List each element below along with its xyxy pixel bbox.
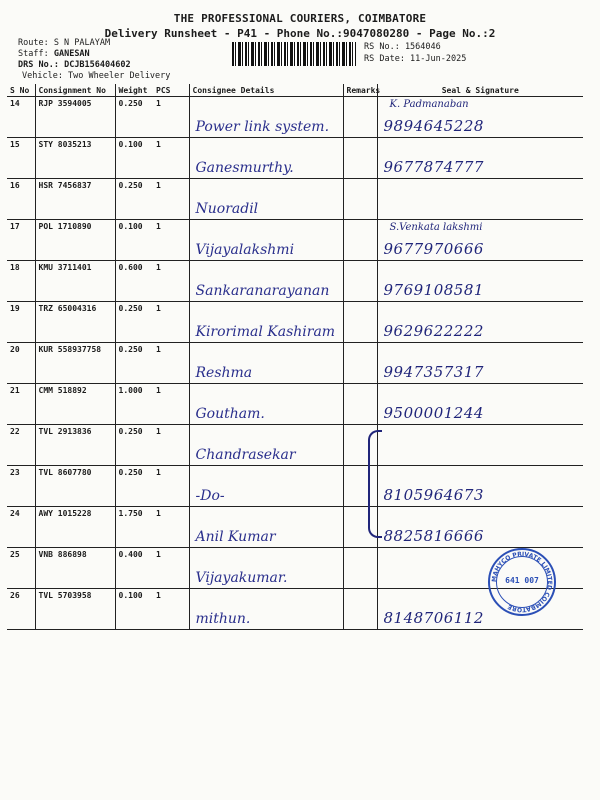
row-seal-signature — [377, 261, 583, 302]
table-row — [7, 507, 583, 548]
row-consignee-cell — [189, 466, 343, 507]
row-consignee-cell — [189, 343, 343, 384]
row-consignee-cell — [189, 507, 343, 548]
row-pcs: 1 — [153, 466, 189, 507]
row-remarks — [343, 589, 377, 630]
row-sno: 14 — [7, 97, 35, 138]
row-seal-phone: 9947357317 — [383, 363, 484, 381]
row-seal-signature — [377, 425, 583, 466]
row-consignee-cell — [189, 548, 343, 589]
row-consignee: Nuoradil — [195, 201, 259, 217]
row-consignee-cell — [189, 384, 343, 425]
row-weight: 0.250 — [115, 425, 153, 466]
col-pcs: PCS — [153, 84, 189, 97]
row-consignee: Vijayalakshmi — [195, 242, 295, 258]
bracket-mark — [368, 430, 382, 538]
row-seal-phone: 9500001244 — [383, 404, 484, 422]
row-consignment: CMM 518892 — [35, 384, 115, 425]
row-consignee: Chandrasekar — [195, 447, 296, 463]
col-remarks: Remarks — [343, 84, 377, 97]
header-row — [7, 84, 583, 97]
row-consignee-cell — [189, 589, 343, 630]
row-consignment: TVL 2913836 — [35, 425, 115, 466]
row-consignee-cell — [189, 179, 343, 220]
row-consignee-cell — [189, 261, 343, 302]
row-consignee: Ganesmurthy. — [195, 160, 294, 176]
row-sno: 26 — [7, 589, 35, 630]
row-seal-signature — [377, 343, 583, 384]
staff-value: GANESAN — [53, 49, 90, 59]
row-remarks — [343, 384, 377, 425]
row-seal-signature — [377, 384, 583, 425]
rs-date: RS Date: 11-Jun-2025 — [364, 54, 467, 64]
row-pcs: 1 — [153, 507, 189, 548]
row-consignment: TVL 5703958 — [35, 589, 115, 630]
table-row — [7, 384, 583, 425]
row-consignee-cell — [189, 302, 343, 343]
row-sno: 17 — [7, 220, 35, 261]
row-weight: 0.100 — [115, 220, 153, 261]
company-title: THE PROFESSIONAL COURIERS, COIMBATORE — [173, 12, 427, 25]
row-consignee: Power link system. — [195, 119, 330, 135]
row-pcs: 1 — [153, 302, 189, 343]
row-weight: 0.100 — [115, 589, 153, 630]
row-consignment: VNB 886898 — [35, 548, 115, 589]
vehicle-text: Vehicle: Two Wheeler Delivery — [22, 71, 171, 81]
row-remarks — [343, 138, 377, 179]
table-row — [7, 261, 583, 302]
row-sno: 21 — [7, 384, 35, 425]
seal-number: 641 007 — [505, 576, 539, 585]
row-remarks — [343, 343, 377, 384]
table-row — [7, 343, 583, 384]
row-consignee-cell — [189, 425, 343, 466]
row-consignment: KMU 3711401 — [35, 261, 115, 302]
row-seal-phone: 9677874777 — [383, 158, 484, 176]
row-seal-phone: 8105964673 — [383, 486, 484, 504]
row-pcs: 1 — [153, 548, 189, 589]
row-seal-signature — [377, 220, 583, 261]
row-consignee: Kirorimal Kashiram — [195, 324, 336, 340]
row-pcs: 1 — [153, 343, 189, 384]
row-remarks — [343, 302, 377, 343]
drs-label: DRS No.: — [18, 60, 59, 70]
row-consignee: Sankaranarayanan — [195, 283, 330, 299]
col-seal: Seal & Signature — [377, 84, 583, 97]
row-consignee-cell — [189, 97, 343, 138]
row-pcs: 1 — [153, 384, 189, 425]
row-weight: 0.250 — [115, 179, 153, 220]
barcode — [232, 42, 356, 66]
row-pcs: 1 — [153, 97, 189, 138]
row-consignee-cell — [189, 220, 343, 261]
row-seal-phone: 9894645228 — [383, 117, 484, 135]
row-consignment: STY 8035213 — [35, 138, 115, 179]
col-sno: S No — [7, 84, 35, 97]
svg-text:MAHYCO PRIVATE LIMITED COIMBAT: MAHYCO PRIVATE LIMITED COIMBATORE — [490, 550, 554, 614]
row-consignment: AWY 1015228 — [35, 507, 115, 548]
row-consignee: Vijayakumar. — [195, 570, 288, 586]
staff-label: Staff: — [18, 49, 49, 59]
row-seal-phone: 9677970666 — [383, 240, 484, 258]
row-remarks — [343, 548, 377, 589]
col-consignee: Consignee Details — [189, 84, 343, 97]
row-weight: 0.100 — [115, 138, 153, 179]
table-row — [7, 466, 583, 507]
row-consignee: -Do- — [195, 488, 225, 504]
row-seal-phone: 8148706112 — [383, 609, 484, 627]
row-seal-signature — [377, 138, 583, 179]
row-consignment: KUR 558937758 — [35, 343, 115, 384]
row-sno: 15 — [7, 138, 35, 179]
row-sno: 20 — [7, 343, 35, 384]
row-pcs: 1 — [153, 261, 189, 302]
row-weight: 0.250 — [115, 466, 153, 507]
row-seal-phone: 8825816666 — [383, 527, 484, 545]
drs-line — [18, 60, 131, 70]
row-consignment: RJP 3594005 — [35, 97, 115, 138]
row-remarks — [343, 220, 377, 261]
table-row — [7, 302, 583, 343]
row-consignment: HSR 7456837 — [35, 179, 115, 220]
row-seal-signature — [377, 507, 583, 548]
row-consignee: Reshma — [195, 365, 253, 381]
row-sno: 25 — [7, 548, 35, 589]
row-consignee: Anil Kumar — [195, 529, 276, 545]
row-pcs: 1 — [153, 138, 189, 179]
row-consignment: POL 1710890 — [35, 220, 115, 261]
row-consignee: mithun. — [195, 611, 251, 627]
table-row — [7, 97, 583, 138]
staff-line — [18, 49, 90, 59]
row-pcs: 1 — [153, 220, 189, 261]
row-weight: 0.400 — [115, 548, 153, 589]
row-seal-signature — [377, 179, 583, 220]
row-seal-name: S.Venkata lakshmi — [389, 222, 483, 233]
row-consignee: Goutham. — [195, 406, 265, 422]
row-seal-signature — [377, 97, 583, 138]
row-sno: 22 — [7, 425, 35, 466]
row-seal-signature — [377, 466, 583, 507]
row-sno: 19 — [7, 302, 35, 343]
row-pcs: 1 — [153, 589, 189, 630]
company-seal — [488, 548, 556, 616]
row-sno: 23 — [7, 466, 35, 507]
row-seal-phone: 9769108581 — [383, 281, 484, 299]
row-weight: 1.000 — [115, 384, 153, 425]
row-seal-signature — [377, 302, 583, 343]
row-weight: 0.250 — [115, 97, 153, 138]
table-row — [7, 179, 583, 220]
drs-value: DCJB156404602 — [64, 60, 131, 70]
row-weight: 0.250 — [115, 343, 153, 384]
row-consignee-cell — [189, 138, 343, 179]
table-row — [7, 138, 583, 179]
row-sno: 16 — [7, 179, 35, 220]
row-seal-name: K. Padmanaban — [389, 99, 469, 110]
row-pcs: 1 — [153, 425, 189, 466]
rs-number: RS No.: 1564046 — [364, 42, 441, 52]
table-row — [7, 220, 583, 261]
row-weight: 1.750 — [115, 507, 153, 548]
row-consignment: TRZ 65004316 — [35, 302, 115, 343]
row-weight: 0.600 — [115, 261, 153, 302]
row-consignment: TVL 8607780 — [35, 466, 115, 507]
row-seal-phone: 9629622222 — [383, 322, 484, 340]
row-remarks — [343, 97, 377, 138]
row-sno: 24 — [7, 507, 35, 548]
col-weight: Weight — [115, 84, 153, 97]
col-consignment: Consignment No — [35, 84, 115, 97]
row-weight: 0.250 — [115, 302, 153, 343]
row-remarks — [343, 261, 377, 302]
row-remarks — [343, 179, 377, 220]
runsheet-title: Delivery Runsheet - P41 - Phone No.:9047080280 - Page No.:2 — [104, 27, 496, 40]
table-row — [7, 425, 583, 466]
route-text: Route: S N PALAYAM — [18, 38, 111, 48]
row-sno: 18 — [7, 261, 35, 302]
row-pcs: 1 — [153, 179, 189, 220]
